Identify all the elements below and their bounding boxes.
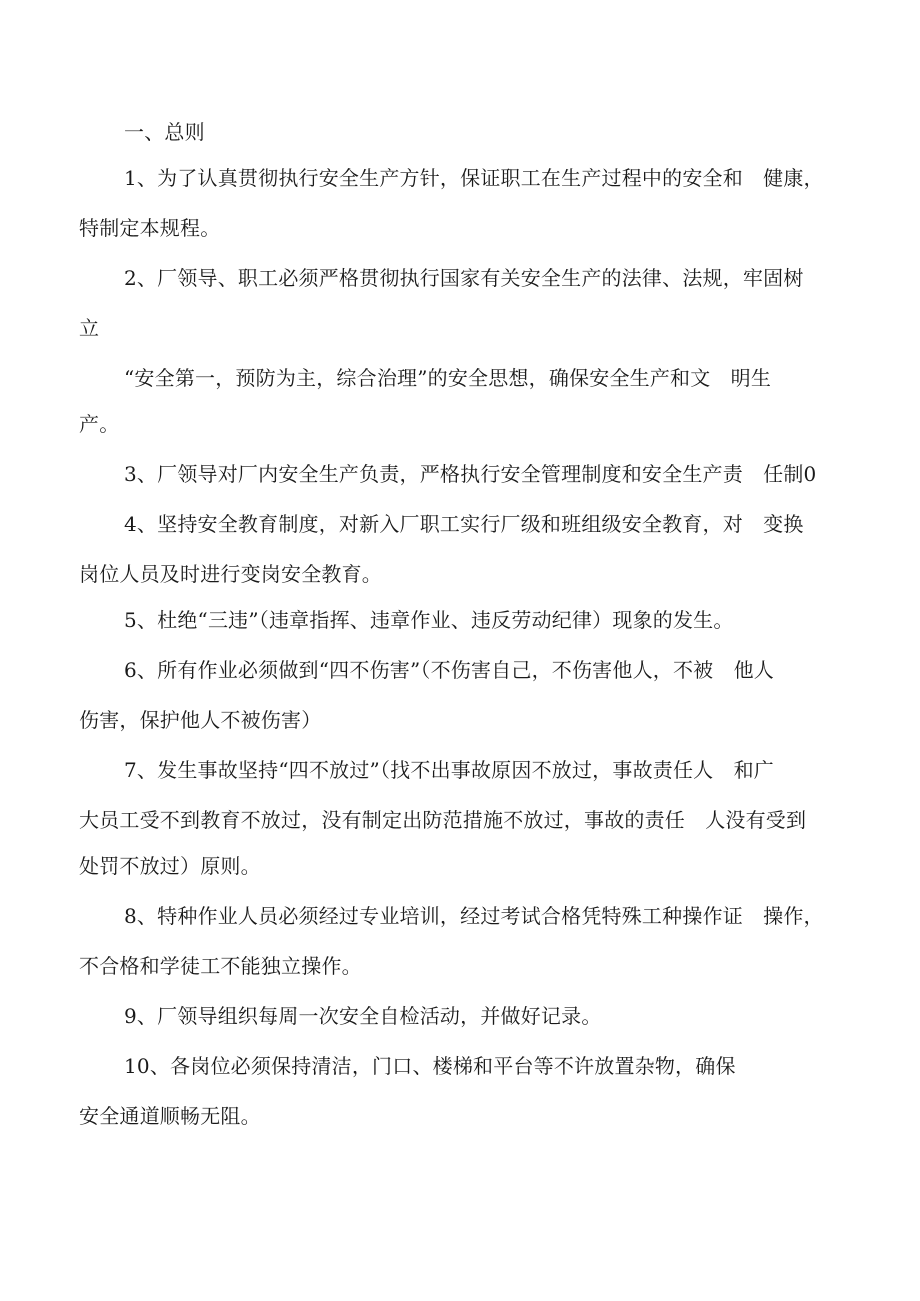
paragraph-line: 1、为了认真贯彻执行安全生产方针，保证职工在生产过程中的安全和 健康， <box>124 166 824 190</box>
paragraph-line: 处罚不放过）原则。 <box>79 854 261 878</box>
paragraph-line: 10、各岗位必须保持清洁，门口、楼梯和平台等不许放置杂物，确保 <box>124 1054 736 1078</box>
paragraph-line: 岗位人员及时进行变岗安全教育。 <box>79 562 382 586</box>
paragraph-line: 9、厂领导组织每周一次安全自检活动，并做好记录。 <box>124 1004 602 1028</box>
paragraph-line: 2、厂领导、职工必须严格贯彻执行国家有关安全生产的法律、法规，牢固树 <box>124 266 804 290</box>
paragraph-line: 大员工受不到教育不放过，没有制定出防范措施不放过，事故的责任 人没有受到 <box>79 808 807 832</box>
paragraph-line: “安全第一，预防为主，综合治理”的安全思想，确保安全生产和文 明生 <box>124 366 772 390</box>
paragraph-line: 安全通道顺畅无阻。 <box>79 1104 261 1128</box>
paragraph-line: 产。 <box>79 412 120 436</box>
paragraph-line: 6、所有作业必须做到“四不伤害”（不伤害自己，不伤害他人，不被 他人 <box>124 658 774 682</box>
paragraph-line: 7、发生事故坚持“四不放过”（找不出事故原因不放过，事故责任人 和广 <box>124 758 774 782</box>
paragraph-line: 4、坚持安全教育制度，对新入厂职工实行厂级和班组级安全教育，对 变换 <box>124 512 804 536</box>
paragraph-line: 5、杜绝“三违”（违章指挥、违章作业、违反劳动纪律）现象的发生。 <box>124 608 734 632</box>
section-heading: 一、总则 <box>124 120 205 144</box>
paragraph-line: 伤害，保护他人不被伤害） <box>79 708 322 732</box>
paragraph-line: 8、特种作业人员必须经过专业培训，经过考试合格凭特殊工种操作证 操作， <box>124 904 824 928</box>
paragraph-line: 立 <box>79 316 100 340</box>
paragraph-line: 特制定本规程。 <box>79 216 221 240</box>
paragraph-line: 不合格和学徒工不能独立操作。 <box>79 954 362 978</box>
paragraph-line: 3、厂领导对厂内安全生产负责，严格执行安全管理制度和安全生产责 任制0 <box>124 462 817 486</box>
